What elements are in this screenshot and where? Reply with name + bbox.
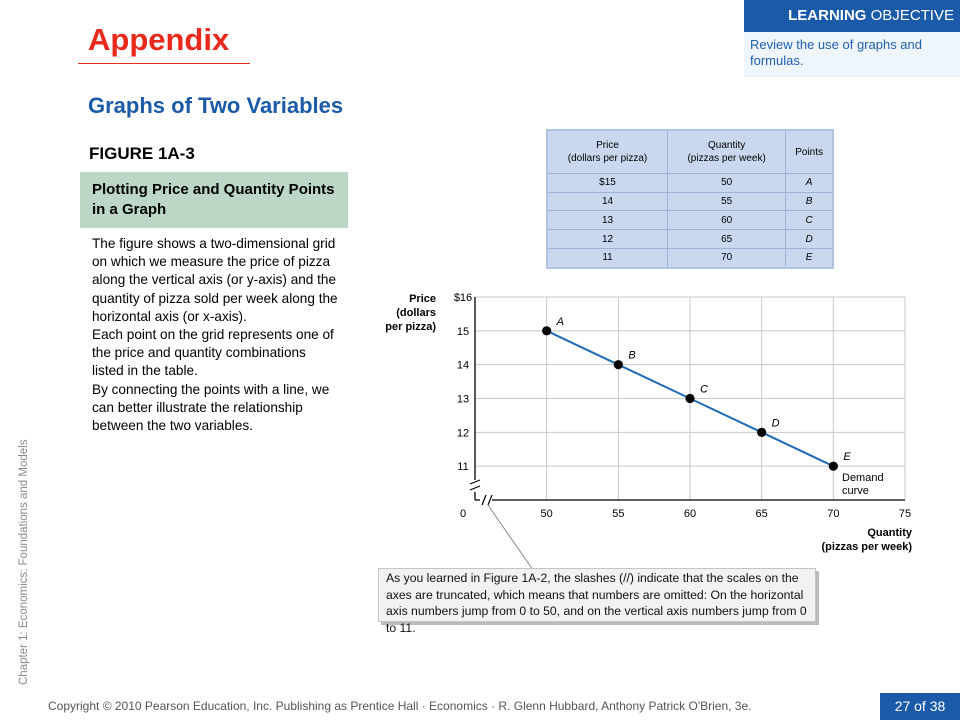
x-tick-label: 55 <box>612 508 625 520</box>
description-paragraph-3: By connecting the points with a line, we can better illustrate the relationship between the two variables. <box>92 381 330 434</box>
chapter-side-label: Chapter 1: Economics: Foundations and Models <box>18 439 30 685</box>
point-label-d: D <box>771 417 780 430</box>
truncation-callout-text: As you learned in Figure 1A-2, the slashes (//) indicate that the scales on the axes are truncated, which means that numbers are omitted: On the horizontal axis numbers jump from 0 to 50, and on the vertical axis numbers jump from 0 to 11. <box>386 571 807 635</box>
y-tick-label: 12 <box>456 427 470 440</box>
table-header-price-text: Price (dollars per pizza) <box>567 140 648 164</box>
table-cell-point: B <box>786 192 833 211</box>
learning-objective-label-bold: LEARNING <box>788 7 867 24</box>
demand-curve-label: Demand curve <box>842 472 884 497</box>
figure-label: FIGURE 1A-3 <box>89 144 195 163</box>
callout-pointer <box>488 505 533 570</box>
x-tick-label: 60 <box>683 508 697 520</box>
x-tick-label: 0 <box>459 508 467 520</box>
y-tick-label: $16 <box>453 292 473 304</box>
y-axis-title: Price (dollars per pizza) <box>385 293 436 333</box>
data-point-c <box>685 394 694 403</box>
table-cell-price: 11 <box>547 248 668 268</box>
point-label-a: A <box>556 315 565 328</box>
table-cell-price: $15 <box>547 174 668 193</box>
description-paragraph-1: The figure shows a two-dimensional grid on which we measure the price of pizza along the vertical axis (or y-axis) and the quantity of pizza sold per week along the horizontal axis (or x-axis). <box>92 236 338 324</box>
page-title: Appendix <box>88 22 230 57</box>
y-tick-label: 14 <box>456 359 470 372</box>
y-tick-label: 13 <box>456 393 470 406</box>
table-cell-quantity: 50 <box>668 174 786 193</box>
table-cell-price: 12 <box>547 230 668 249</box>
x-tick-label: 50 <box>540 508 553 520</box>
table-cell-quantity: 70 <box>668 248 786 268</box>
table-cell-point: C <box>786 211 833 230</box>
table-cell-price: 13 <box>547 211 668 230</box>
table-header-points-text: Points <box>795 146 824 158</box>
data-point-a <box>542 326 551 335</box>
data-point-e <box>829 462 838 471</box>
table-cell-quantity: 60 <box>668 211 786 230</box>
learning-objective-text: Review the use of graphs and formulas. <box>750 37 922 68</box>
table-cell-point: E <box>786 248 833 268</box>
section-subtitle: Graphs of Two Variables <box>88 93 344 118</box>
y-tick-label: 15 <box>456 325 470 338</box>
learning-objective-label-rest: OBJECTIVE <box>866 7 954 24</box>
chart-axes <box>470 297 905 570</box>
data-point-d <box>757 428 766 437</box>
x-tick-label: 70 <box>827 508 840 520</box>
point-label-b: B <box>628 349 636 362</box>
x-tick-label: 65 <box>755 508 768 520</box>
description-paragraph-2: Each point on the grid represents one of the price and quantity combinations listed in the table. <box>92 327 334 379</box>
table-cell-quantity: 65 <box>668 230 786 249</box>
point-label-e: E <box>843 451 851 464</box>
point-label-c: C <box>700 383 708 396</box>
table-cell-quantity: 55 <box>668 192 786 211</box>
table-header-quantity-text: Quantity (pizzas per week) <box>687 140 766 164</box>
table-cell-point: D <box>786 230 833 249</box>
page-number: 27 of 38 <box>880 693 960 720</box>
table-cell-point: A <box>786 174 833 193</box>
copyright-text: Copyright © 2010 Pearson Education, Inc. Publishing as Prentice Hall · Economics · R. Glenn Hubbard, Anthony Patrick O'Brien, 3e. <box>48 699 752 713</box>
table-cell-price: 14 <box>547 192 668 211</box>
figure-caption: Plotting Price and Quantity Points in a Graph <box>92 181 335 218</box>
x-tick-label: 75 <box>898 508 912 520</box>
data-point-b <box>614 360 623 369</box>
x-axis-title: Quantity (pizzas per week) <box>821 527 912 553</box>
y-tick-label: 11 <box>457 461 469 474</box>
